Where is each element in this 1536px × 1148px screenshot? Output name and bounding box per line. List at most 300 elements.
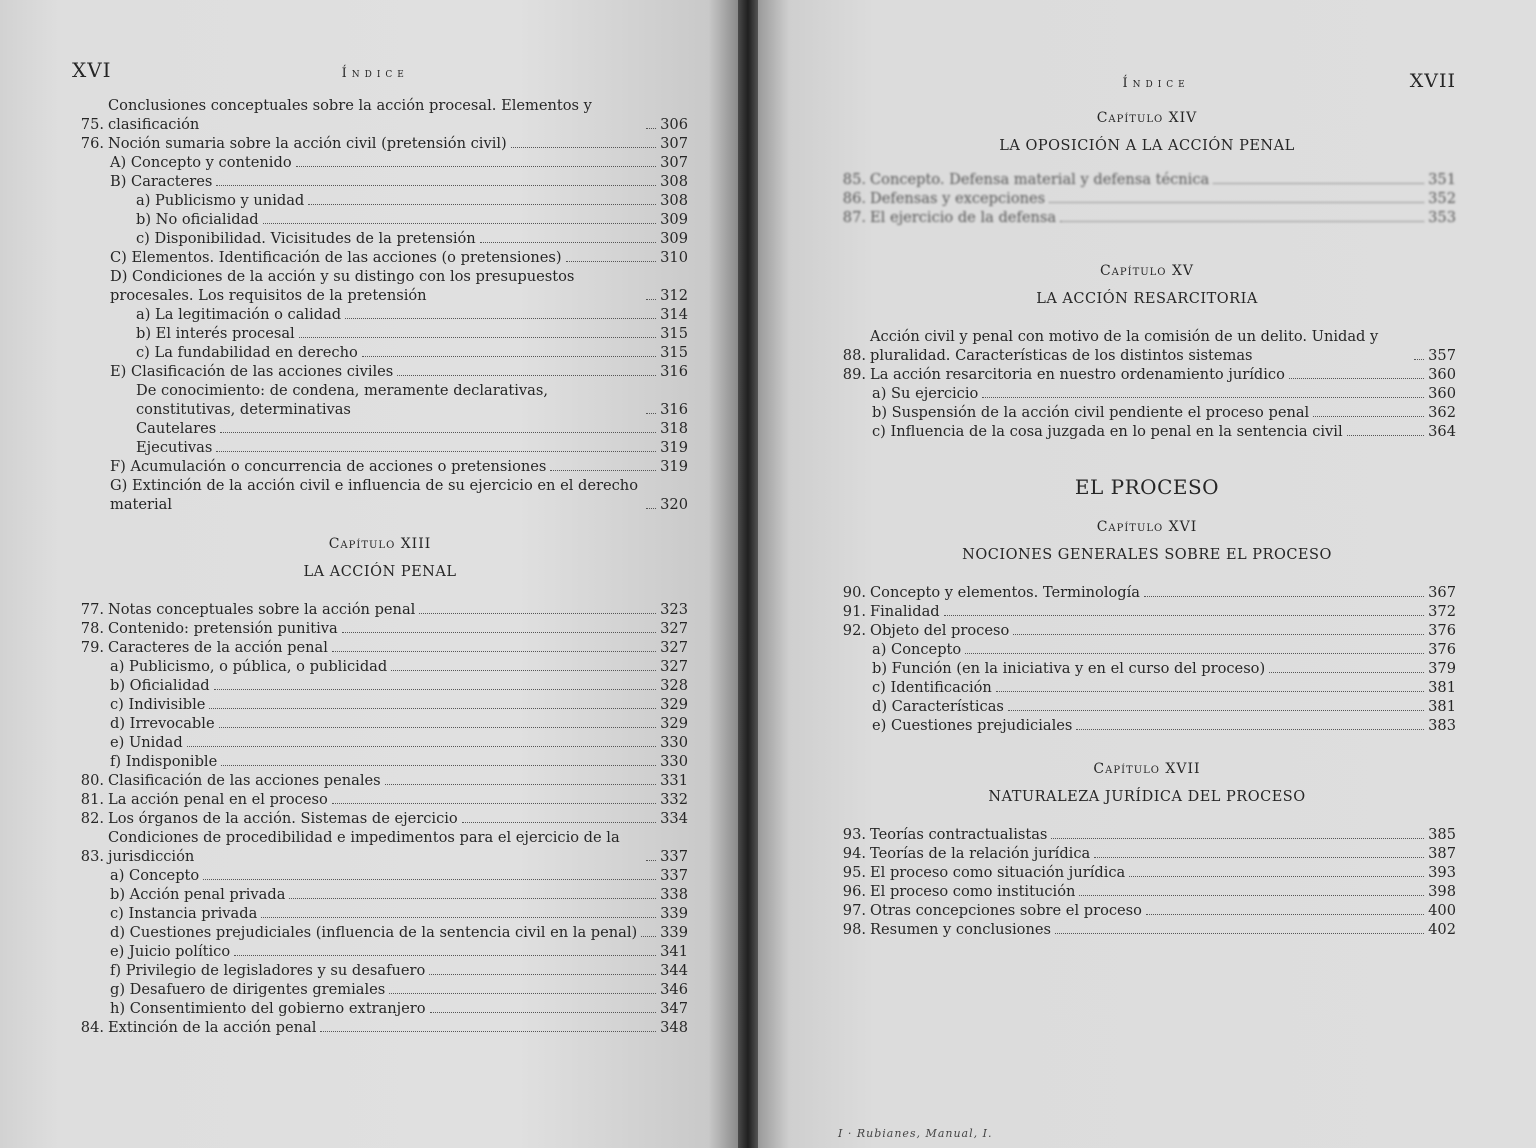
toc-entry-page: 323 bbox=[660, 601, 688, 618]
toc-entry bbox=[72, 191, 688, 210]
toc-entry bbox=[72, 866, 688, 885]
toc-entry-label: La acción penal en el proceso bbox=[108, 791, 328, 808]
toc-entry-number: 86. bbox=[842, 190, 866, 207]
toc-entry-number: 97. bbox=[842, 902, 866, 919]
toc-entry bbox=[72, 961, 688, 980]
toc-entry-label: El proceso como institución bbox=[870, 883, 1076, 900]
toc-entry-label: Contenido: pretensión punitiva bbox=[108, 620, 338, 637]
dot-leader bbox=[1076, 729, 1424, 730]
toc-entry-label: c) Instancia privada bbox=[110, 905, 258, 922]
toc-entry-label: De conocimiento: de condena, meramente declarativas, constitutivas, determinativas bbox=[136, 382, 549, 418]
toc-entry-text-wrap bbox=[108, 229, 660, 248]
toc-entry bbox=[72, 172, 688, 191]
toc-entry-label: a) Concepto bbox=[110, 867, 200, 884]
toc-entry bbox=[72, 305, 688, 324]
toc-entry-number: 94. bbox=[842, 845, 866, 862]
toc-entry-text-wrap bbox=[870, 920, 1428, 939]
dot-leader bbox=[1129, 876, 1424, 877]
toc-entry-label: Extinción de la acción penal bbox=[108, 1019, 317, 1036]
toc-entry-text-wrap bbox=[108, 714, 660, 733]
toc-entry-number: 76. bbox=[80, 135, 104, 152]
toc-entry-page: 309 bbox=[660, 211, 688, 228]
toc-entry-page: 330 bbox=[660, 753, 688, 770]
dot-leader bbox=[1055, 933, 1424, 934]
chapter-xvii-toc bbox=[838, 825, 1456, 939]
toc-entry-text-wrap bbox=[108, 866, 660, 885]
toc-entry-page: 364 bbox=[1428, 423, 1456, 440]
dot-leader bbox=[389, 993, 656, 994]
toc-entry-text-wrap bbox=[108, 96, 660, 134]
toc-entry bbox=[72, 381, 688, 419]
toc-entry-page: 346 bbox=[660, 981, 688, 998]
toc-entry bbox=[72, 885, 688, 904]
toc-entry-page: 330 bbox=[660, 734, 688, 751]
dot-leader bbox=[1144, 596, 1424, 597]
dot-leader bbox=[550, 470, 656, 471]
toc-entry-text-wrap bbox=[108, 600, 660, 619]
dot-leader bbox=[982, 397, 1424, 398]
toc-entry bbox=[838, 384, 1456, 403]
toc-entry-page: 332 bbox=[660, 791, 688, 808]
toc-entry-page: 315 bbox=[660, 325, 688, 342]
toc-entry bbox=[838, 863, 1456, 882]
toc-entry bbox=[72, 362, 688, 381]
toc-entry-label: b) Función (en la iniciativa y en el curso del proceso) bbox=[872, 660, 1266, 677]
toc-entry-text-wrap bbox=[870, 422, 1428, 441]
toc-entry-label: E) Clasificación de las acciones civiles bbox=[110, 363, 394, 380]
toc-entry bbox=[72, 904, 688, 923]
toc-entry-text-wrap bbox=[108, 733, 660, 752]
dot-leader bbox=[646, 508, 656, 509]
dot-leader bbox=[1094, 857, 1424, 858]
dot-leader bbox=[646, 128, 656, 129]
toc-entry-text-wrap bbox=[108, 476, 660, 514]
toc-entry bbox=[72, 476, 688, 514]
toc-entry-page: 357 bbox=[1428, 347, 1456, 364]
toc-entry-text-wrap bbox=[108, 134, 660, 153]
toc-entry-text-wrap bbox=[108, 999, 660, 1018]
toc-entry-page: 341 bbox=[660, 943, 688, 960]
dot-leader bbox=[944, 615, 1424, 616]
dot-leader bbox=[1414, 359, 1424, 360]
toc-entry-label: c) Indivisible bbox=[110, 696, 206, 713]
toc-entry-text-wrap bbox=[108, 657, 660, 676]
toc-entry-page: 316 bbox=[660, 363, 688, 380]
toc-entry-page: 331 bbox=[660, 772, 688, 789]
toc-entry bbox=[72, 229, 688, 248]
chapter-xiv-label: Capítulo XIV bbox=[1096, 110, 1198, 126]
toc-entry bbox=[838, 882, 1456, 901]
toc-entry-label: h) Consentimiento del gobierno extranjero bbox=[110, 1000, 426, 1017]
toc-entry-number: 78. bbox=[80, 620, 104, 637]
toc-entry-page: 306 bbox=[660, 116, 688, 133]
toc-entry-text-wrap bbox=[870, 327, 1428, 365]
dot-leader bbox=[965, 653, 1424, 654]
toc-entry-page: 400 bbox=[1428, 902, 1456, 919]
toc-entry-label: b) El interés procesal bbox=[136, 325, 295, 342]
toc-entry-text-wrap bbox=[870, 640, 1428, 659]
dot-leader bbox=[511, 147, 656, 148]
chapter-xvi-title: NOCIONES GENERALES SOBRE EL PROCESO bbox=[962, 547, 1332, 563]
dot-leader bbox=[419, 613, 656, 614]
toc-entry-page: 379 bbox=[1428, 660, 1456, 677]
toc-entry bbox=[72, 923, 688, 942]
toc-entry-text-wrap bbox=[870, 825, 1428, 844]
toc-entry-label: El ejercicio de la defensa bbox=[870, 209, 1057, 226]
dot-leader bbox=[1269, 672, 1424, 673]
toc-entry-page: 312 bbox=[660, 287, 688, 304]
toc-entry-label: Notas conceptuales sobre la acción penal bbox=[108, 601, 416, 618]
toc-entry-text-wrap bbox=[108, 885, 660, 904]
toc-entry-text-wrap bbox=[870, 863, 1428, 882]
dot-leader bbox=[209, 708, 656, 709]
dot-leader bbox=[261, 917, 656, 918]
toc-entry-page: 381 bbox=[1428, 679, 1456, 696]
toc-entry-label: Ejecutivas bbox=[136, 439, 213, 456]
toc-entry-page: 367 bbox=[1428, 584, 1456, 601]
dot-leader bbox=[203, 879, 656, 880]
toc-entry-text-wrap bbox=[870, 403, 1428, 422]
toc-entry-label: e) Juicio político bbox=[110, 943, 231, 960]
toc-entry-page: 352 bbox=[1428, 190, 1456, 207]
toc-entry bbox=[72, 790, 688, 809]
left-toc-bottom bbox=[72, 600, 688, 1037]
right-folio: XVII bbox=[1409, 70, 1456, 92]
toc-entry bbox=[72, 733, 688, 752]
dot-leader bbox=[641, 936, 656, 937]
left-running-head bbox=[72, 58, 688, 82]
chapter-xvi-toc bbox=[838, 583, 1456, 735]
dot-leader bbox=[1313, 416, 1424, 417]
toc-entry-text-wrap bbox=[870, 621, 1428, 640]
toc-entry-text-wrap bbox=[108, 1018, 660, 1037]
left-toc-top bbox=[72, 96, 688, 514]
dot-leader bbox=[216, 451, 656, 452]
dot-leader bbox=[646, 413, 656, 414]
toc-entry-number: 90. bbox=[842, 584, 866, 601]
page-footer-signature: I · Rubianes, Manual, I. bbox=[838, 1127, 993, 1140]
chapter-xiii-label: Capítulo XIII bbox=[328, 536, 432, 552]
dot-leader bbox=[996, 691, 1424, 692]
toc-entry-number: 80. bbox=[80, 772, 104, 789]
toc-entry-page: 307 bbox=[660, 154, 688, 171]
toc-entry-page: 327 bbox=[660, 639, 688, 656]
toc-entry-label: c) Identificación bbox=[872, 679, 992, 696]
toc-entry bbox=[838, 659, 1456, 678]
toc-entry-page: 315 bbox=[660, 344, 688, 361]
toc-entry-number: 93. bbox=[842, 826, 866, 843]
toc-entry-text-wrap bbox=[870, 882, 1428, 901]
toc-entry-number: 75. bbox=[80, 116, 104, 133]
toc-entry-label: C) Elementos. Identificación de las acciones (o pretensiones) bbox=[110, 249, 562, 266]
dot-leader bbox=[332, 803, 656, 804]
dot-leader bbox=[299, 337, 656, 338]
dot-leader bbox=[289, 898, 656, 899]
toc-entry-page: 348 bbox=[660, 1019, 688, 1036]
toc-entry-page: 344 bbox=[660, 962, 688, 979]
toc-entry-text-wrap bbox=[108, 638, 660, 657]
toc-entry-text-wrap bbox=[108, 980, 660, 999]
toc-entry-label: Objeto del proceso bbox=[870, 622, 1010, 639]
toc-entry-number: 98. bbox=[842, 921, 866, 938]
toc-entry-label: B) Caracteres bbox=[110, 173, 213, 190]
dot-leader bbox=[263, 223, 656, 224]
toc-entry bbox=[72, 980, 688, 999]
dot-leader bbox=[1289, 378, 1424, 379]
toc-entry-label: d) Características bbox=[872, 698, 1004, 715]
toc-entry-page: 372 bbox=[1428, 603, 1456, 620]
toc-entry-label: A) Concepto y contenido bbox=[110, 154, 292, 171]
left-page bbox=[0, 0, 738, 1148]
right-running-head bbox=[838, 70, 1456, 92]
toc-entry-page: 385 bbox=[1428, 826, 1456, 843]
toc-entry-page: 309 bbox=[660, 230, 688, 247]
dot-leader bbox=[391, 670, 656, 671]
toc-entry-text-wrap bbox=[108, 676, 660, 695]
chapter-xv-label: Capítulo XV bbox=[1099, 263, 1195, 279]
toc-entry-page: 351 bbox=[1428, 171, 1456, 188]
toc-entry-page: 308 bbox=[660, 192, 688, 209]
toc-entry bbox=[72, 96, 688, 134]
toc-entry bbox=[72, 828, 688, 866]
toc-entry-label: Otras concepciones sobre el proceso bbox=[870, 902, 1142, 919]
toc-entry-page: 329 bbox=[660, 715, 688, 732]
dot-leader bbox=[342, 632, 656, 633]
toc-entry-text-wrap bbox=[108, 324, 660, 343]
toc-entry bbox=[72, 1018, 688, 1037]
toc-entry bbox=[72, 657, 688, 676]
dot-leader bbox=[296, 166, 656, 167]
dot-leader bbox=[234, 955, 656, 956]
toc-entry-text-wrap bbox=[870, 697, 1428, 716]
dot-leader bbox=[1213, 183, 1424, 184]
dot-leader bbox=[385, 784, 656, 785]
toc-entry-page: 337 bbox=[660, 848, 688, 865]
toc-entry-text-wrap bbox=[108, 153, 660, 172]
toc-entry-page: 319 bbox=[660, 439, 688, 456]
dot-leader bbox=[220, 432, 656, 433]
toc-entry-label: a) Su ejercicio bbox=[872, 385, 979, 402]
toc-entry-page: 307 bbox=[660, 135, 688, 152]
toc-entry-page: 353 bbox=[1428, 209, 1456, 226]
toc-entry-text-wrap bbox=[108, 191, 660, 210]
dot-leader bbox=[462, 822, 656, 823]
toc-entry-text-wrap bbox=[108, 923, 660, 942]
toc-entry-text-wrap bbox=[870, 170, 1428, 189]
toc-entry-text-wrap bbox=[108, 790, 660, 809]
dot-leader bbox=[646, 299, 656, 300]
toc-entry-label: Concepto. Defensa material y defensa técnica bbox=[870, 171, 1210, 188]
toc-entry-text-wrap bbox=[108, 248, 660, 267]
toc-entry bbox=[838, 422, 1456, 441]
toc-entry-text-wrap bbox=[870, 583, 1428, 602]
toc-entry-label: e) Cuestiones prejudiciales bbox=[872, 717, 1073, 734]
dot-leader bbox=[221, 765, 656, 766]
toc-entry-page: 383 bbox=[1428, 717, 1456, 734]
toc-entry-text-wrap bbox=[870, 384, 1428, 403]
toc-entry-page: 327 bbox=[660, 658, 688, 675]
toc-entry-text-wrap bbox=[108, 961, 660, 980]
dot-leader bbox=[345, 318, 656, 319]
toc-entry-label: a) Concepto bbox=[872, 641, 962, 658]
toc-entry-label: Concepto y elementos. Terminología bbox=[870, 584, 1140, 601]
toc-entry-label: a) Publicismo, o pública, o publicidad bbox=[110, 658, 388, 675]
chapter-xiii-title: LA ACCIÓN PENAL bbox=[303, 564, 457, 580]
toc-entry bbox=[838, 697, 1456, 716]
toc-entry-label: Conclusiones conceptuales sobre la acción procesal. Elementos y clasificación bbox=[108, 97, 592, 133]
toc-entry-label: Teorías de la relación jurídica bbox=[870, 845, 1091, 862]
toc-entry-page: 381 bbox=[1428, 698, 1456, 715]
toc-entry-label: Resumen y conclusiones bbox=[870, 921, 1051, 938]
toc-entry-label: La acción resarcitoria en nuestro ordenamiento jurídico bbox=[870, 366, 1285, 383]
dot-leader bbox=[646, 860, 656, 861]
toc-entry-text-wrap bbox=[108, 752, 660, 771]
toc-entry bbox=[72, 419, 688, 438]
toc-entry-label: a) La legitimación o calidad bbox=[136, 306, 342, 323]
toc-entry-page: 376 bbox=[1428, 641, 1456, 658]
toc-entry-text-wrap bbox=[870, 716, 1428, 735]
toc-entry-page: 328 bbox=[660, 677, 688, 694]
toc-entry-label: El proceso como situación jurídica bbox=[870, 864, 1126, 881]
dot-leader bbox=[1051, 838, 1424, 839]
toc-entry-label: D) Condiciones de la acción y su distingo con los presupuestos procesales. Los requisitos de la pretensión bbox=[110, 268, 575, 304]
toc-entry-page: 398 bbox=[1428, 883, 1456, 900]
toc-entry-number: 77. bbox=[80, 601, 104, 618]
toc-entry-page: 347 bbox=[660, 1000, 688, 1017]
toc-entry-label: b) No oficialidad bbox=[136, 211, 259, 228]
toc-entry bbox=[838, 365, 1456, 384]
toc-entry bbox=[72, 638, 688, 657]
toc-entry-label: f) Indisponible bbox=[110, 753, 218, 770]
toc-entry-text-wrap bbox=[108, 771, 660, 790]
toc-entry bbox=[838, 716, 1456, 735]
dot-leader bbox=[1079, 895, 1424, 896]
toc-entry-number: 88. bbox=[842, 347, 866, 364]
toc-entry-label: Condiciones de procedibilidad e impedimentos para el ejercicio de la jurisdicción bbox=[108, 829, 620, 865]
dot-leader bbox=[320, 1031, 656, 1032]
toc-entry-page: 318 bbox=[660, 420, 688, 437]
dot-leader bbox=[397, 375, 656, 376]
dot-leader bbox=[308, 204, 656, 205]
toc-entry-label: g) Desafuero de dirigentes gremiales bbox=[110, 981, 386, 998]
toc-entry-page: 319 bbox=[660, 458, 688, 475]
chapter-xiv-title: LA OPOSICIÓN A LA ACCIÓN PENAL bbox=[999, 138, 1295, 154]
toc-entry bbox=[838, 208, 1456, 227]
toc-entry-text-wrap bbox=[108, 343, 660, 362]
toc-entry bbox=[72, 153, 688, 172]
toc-entry-text-wrap bbox=[870, 901, 1428, 920]
dot-leader bbox=[219, 727, 656, 728]
toc-entry-text-wrap bbox=[108, 904, 660, 923]
toc-entry bbox=[72, 771, 688, 790]
toc-entry-label: c) Disponibilidad. Vicisitudes de la pretensión bbox=[136, 230, 476, 247]
toc-entry-text-wrap bbox=[870, 844, 1428, 863]
toc-entry-page: 376 bbox=[1428, 622, 1456, 639]
toc-entry-label: Acción civil y penal con motivo de la comisión de un delito. Unidad y pluralidad. Características de los distintos sistemas bbox=[870, 328, 1379, 364]
toc-entry-page: 310 bbox=[660, 249, 688, 266]
dot-leader bbox=[214, 689, 656, 690]
toc-entry-text-wrap bbox=[108, 942, 660, 961]
toc-entry-label: Clasificación de las acciones penales bbox=[108, 772, 381, 789]
toc-entry-page: 362 bbox=[1428, 404, 1456, 421]
toc-entry-page: 360 bbox=[1428, 385, 1456, 402]
toc-entry-text-wrap bbox=[108, 619, 660, 638]
toc-entry-label: c) Influencia de la cosa juzgada en lo penal en la sentencia civil bbox=[872, 423, 1343, 440]
toc-entry bbox=[72, 676, 688, 695]
dot-leader bbox=[1146, 914, 1424, 915]
toc-entry bbox=[838, 403, 1456, 422]
toc-entry-number: 87. bbox=[842, 209, 866, 226]
toc-entry-page: 338 bbox=[660, 886, 688, 903]
toc-entry bbox=[838, 844, 1456, 863]
toc-entry-text-wrap bbox=[108, 305, 660, 324]
toc-entry-label: F) Acumulación o concurrencia de acciones o pretensiones bbox=[110, 458, 547, 475]
toc-entry-page: 329 bbox=[660, 696, 688, 713]
toc-entry bbox=[838, 678, 1456, 697]
toc-entry-number: 79. bbox=[80, 639, 104, 656]
right-page bbox=[758, 0, 1536, 1148]
toc-entry-page: 314 bbox=[660, 306, 688, 323]
chapter-xvi-label: Capítulo XVI bbox=[1096, 519, 1198, 535]
toc-entry-text-wrap bbox=[108, 419, 660, 438]
toc-entry-text-wrap bbox=[108, 457, 660, 476]
toc-entry-label: Noción sumaria sobre la acción civil (pretensión civil) bbox=[108, 135, 507, 152]
toc-entry-page: 339 bbox=[660, 924, 688, 941]
dot-leader bbox=[187, 746, 656, 747]
toc-entry-page: 320 bbox=[660, 496, 688, 513]
book-gutter bbox=[738, 0, 758, 1148]
toc-entry-label: d) Irrevocable bbox=[110, 715, 215, 732]
toc-entry bbox=[72, 942, 688, 961]
toc-entry-text-wrap bbox=[870, 678, 1428, 697]
toc-entry-text-wrap bbox=[870, 208, 1428, 227]
toc-entry-number: 96. bbox=[842, 883, 866, 900]
toc-entry-label: b) Suspensión de la acción civil pendiente el proceso penal bbox=[872, 404, 1310, 421]
toc-entry-text-wrap bbox=[108, 695, 660, 714]
toc-entry-number: 84. bbox=[80, 1019, 104, 1036]
toc-entry-label: Caracteres de la acción penal bbox=[108, 639, 328, 656]
toc-entry-number: 91. bbox=[842, 603, 866, 620]
toc-entry bbox=[838, 602, 1456, 621]
toc-entry bbox=[72, 752, 688, 771]
toc-entry-page: 339 bbox=[660, 905, 688, 922]
toc-entry-page: 327 bbox=[660, 620, 688, 637]
toc-entry-label: Los órganos de la acción. Sistemas de ejercicio bbox=[108, 810, 458, 827]
dot-leader bbox=[1013, 634, 1424, 635]
toc-entry bbox=[72, 438, 688, 457]
toc-entry-number: 81. bbox=[80, 791, 104, 808]
toc-entry-number: 85. bbox=[842, 171, 866, 188]
dot-leader bbox=[332, 651, 656, 652]
dot-leader bbox=[1060, 221, 1424, 222]
toc-entry bbox=[72, 714, 688, 733]
chapter-xvii-title: NATURALEZA JURÍDICA DEL PROCESO bbox=[988, 789, 1306, 805]
toc-entry bbox=[72, 457, 688, 476]
chapter-xiv-toc bbox=[838, 170, 1456, 227]
toc-entry-label: b) Oficialidad bbox=[110, 677, 210, 694]
toc-entry-label: f) Privilegio de legisladores y su desafuero bbox=[110, 962, 426, 979]
dot-leader bbox=[1049, 202, 1424, 203]
toc-entry bbox=[72, 999, 688, 1018]
dot-leader bbox=[566, 261, 656, 262]
toc-entry bbox=[72, 324, 688, 343]
toc-entry-page: 360 bbox=[1428, 366, 1456, 383]
toc-entry-label: G) Extinción de la acción civil e influencia de su ejercicio en el derecho material bbox=[110, 477, 638, 513]
toc-entry bbox=[72, 600, 688, 619]
toc-entry-page: 337 bbox=[660, 867, 688, 884]
right-running-title: Índice bbox=[1122, 76, 1190, 91]
toc-entry-text-wrap bbox=[108, 381, 660, 419]
